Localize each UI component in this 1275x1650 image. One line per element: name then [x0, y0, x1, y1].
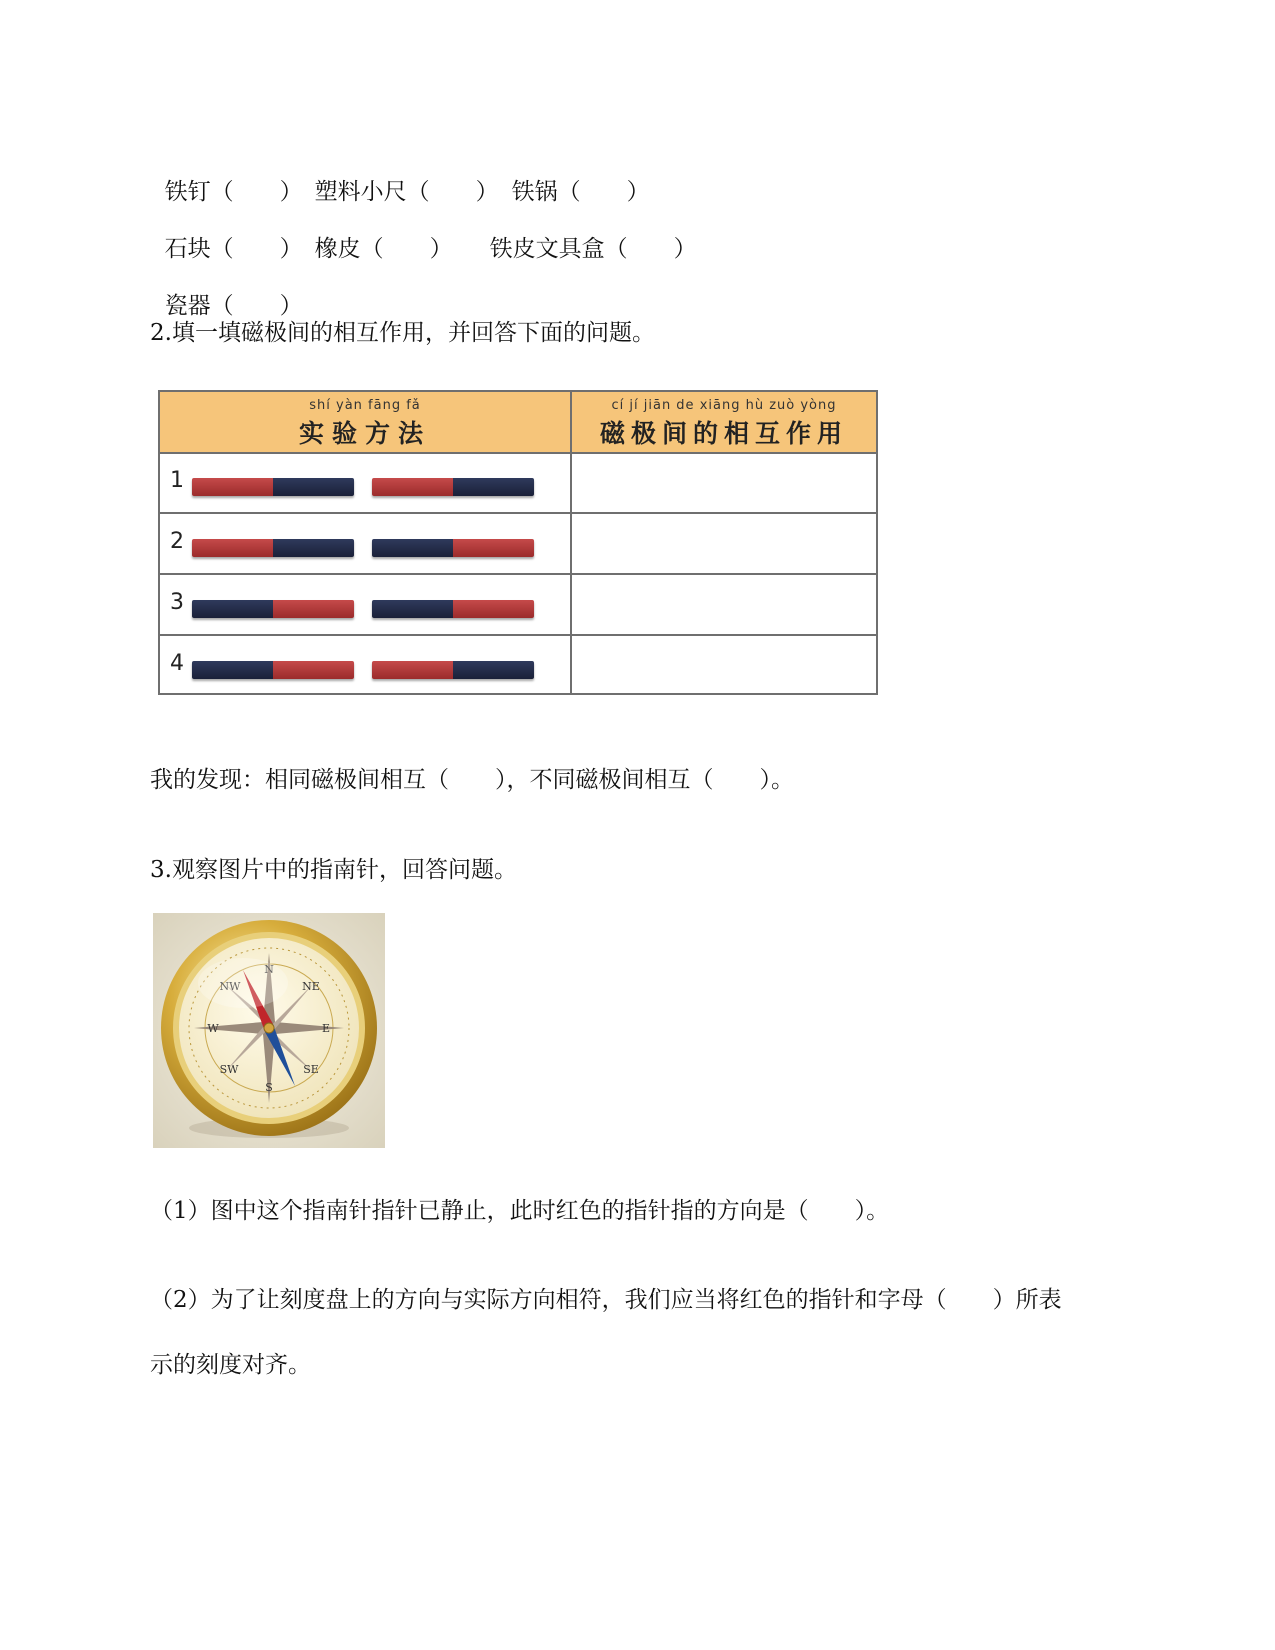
- compass-image: [153, 913, 385, 1148]
- q1-item: 铁皮文具盒（ ）: [489, 236, 697, 262]
- table-row: [160, 513, 876, 574]
- table-header: [160, 392, 876, 454]
- bar-magnet-right: [372, 539, 534, 557]
- q1-row-2: [150, 204, 697, 264]
- table-row: [160, 574, 876, 635]
- q1-item: 铁锅（ ）: [511, 179, 650, 205]
- row-number: 1: [170, 468, 184, 493]
- q2-title: 2.填一填磁极间的相互作用，并回答下面的问题。: [150, 320, 655, 346]
- compass-label-e: E: [321, 1022, 331, 1035]
- q1-row-3: [150, 261, 303, 321]
- compass-label-s: S: [265, 1081, 273, 1094]
- header-interaction-pinyin: cí jí jiān de xiāng hù zuò yòng: [611, 398, 837, 413]
- compass-label-se: SE: [303, 1063, 319, 1076]
- q2-finding: 我的发现：相同磁极间相互（ ），不同磁极间相互（ ）。: [150, 767, 794, 793]
- compass-label-ne: NE: [302, 980, 320, 993]
- q1-row-1: [150, 147, 650, 207]
- bar-magnet-left: [192, 478, 354, 496]
- bar-magnet-left: [192, 600, 354, 618]
- bar-magnet-right: [372, 600, 534, 618]
- bar-magnet-right: [372, 478, 534, 496]
- q3-sub2-line1: （2）为了让刻度盘上的方向与实际方向相符，我们应当将红色的指针和字母（ ）所表: [150, 1287, 1062, 1313]
- q1-item: 瓷器（ ）: [164, 293, 303, 319]
- compass-label-nw: NW: [219, 980, 241, 993]
- row-number: 4: [170, 651, 184, 676]
- row-number: 3: [170, 590, 184, 615]
- magnet-table: [158, 390, 878, 695]
- bar-magnet-left: [192, 539, 354, 557]
- q1-item: 石块（ ）: [164, 236, 303, 262]
- header-method-pinyin: shí yàn fāng fǎ: [309, 398, 421, 413]
- header-interaction-text: 磁极间的相互作用: [599, 419, 848, 448]
- header-method: [160, 392, 570, 452]
- table-row: [160, 452, 876, 513]
- q1-item: 橡皮（ ）: [314, 236, 453, 262]
- row-number: 2: [170, 529, 184, 554]
- column-divider: [570, 392, 572, 693]
- bar-magnet-left: [192, 661, 354, 679]
- q3-title: 3.观察图片中的指南针，回答问题。: [150, 857, 517, 883]
- q1-item: 铁钉（ ）: [164, 179, 303, 205]
- compass-label-sw: SW: [219, 1063, 239, 1076]
- bar-magnet-right: [372, 661, 534, 679]
- header-method-text: 实验方法: [298, 419, 431, 448]
- table-row: [160, 635, 876, 696]
- header-interaction: [572, 392, 876, 452]
- compass-label-w: W: [207, 1022, 219, 1035]
- compass-label-n: N: [264, 963, 274, 976]
- q3-sub1: （1）图中这个指南针指针已静止，此时红色的指针指的方向是（ ）。: [150, 1198, 890, 1224]
- q3-sub2-line2: 示的刻度对齐。: [150, 1352, 311, 1378]
- q1-item: 塑料小尺（ ）: [314, 179, 499, 205]
